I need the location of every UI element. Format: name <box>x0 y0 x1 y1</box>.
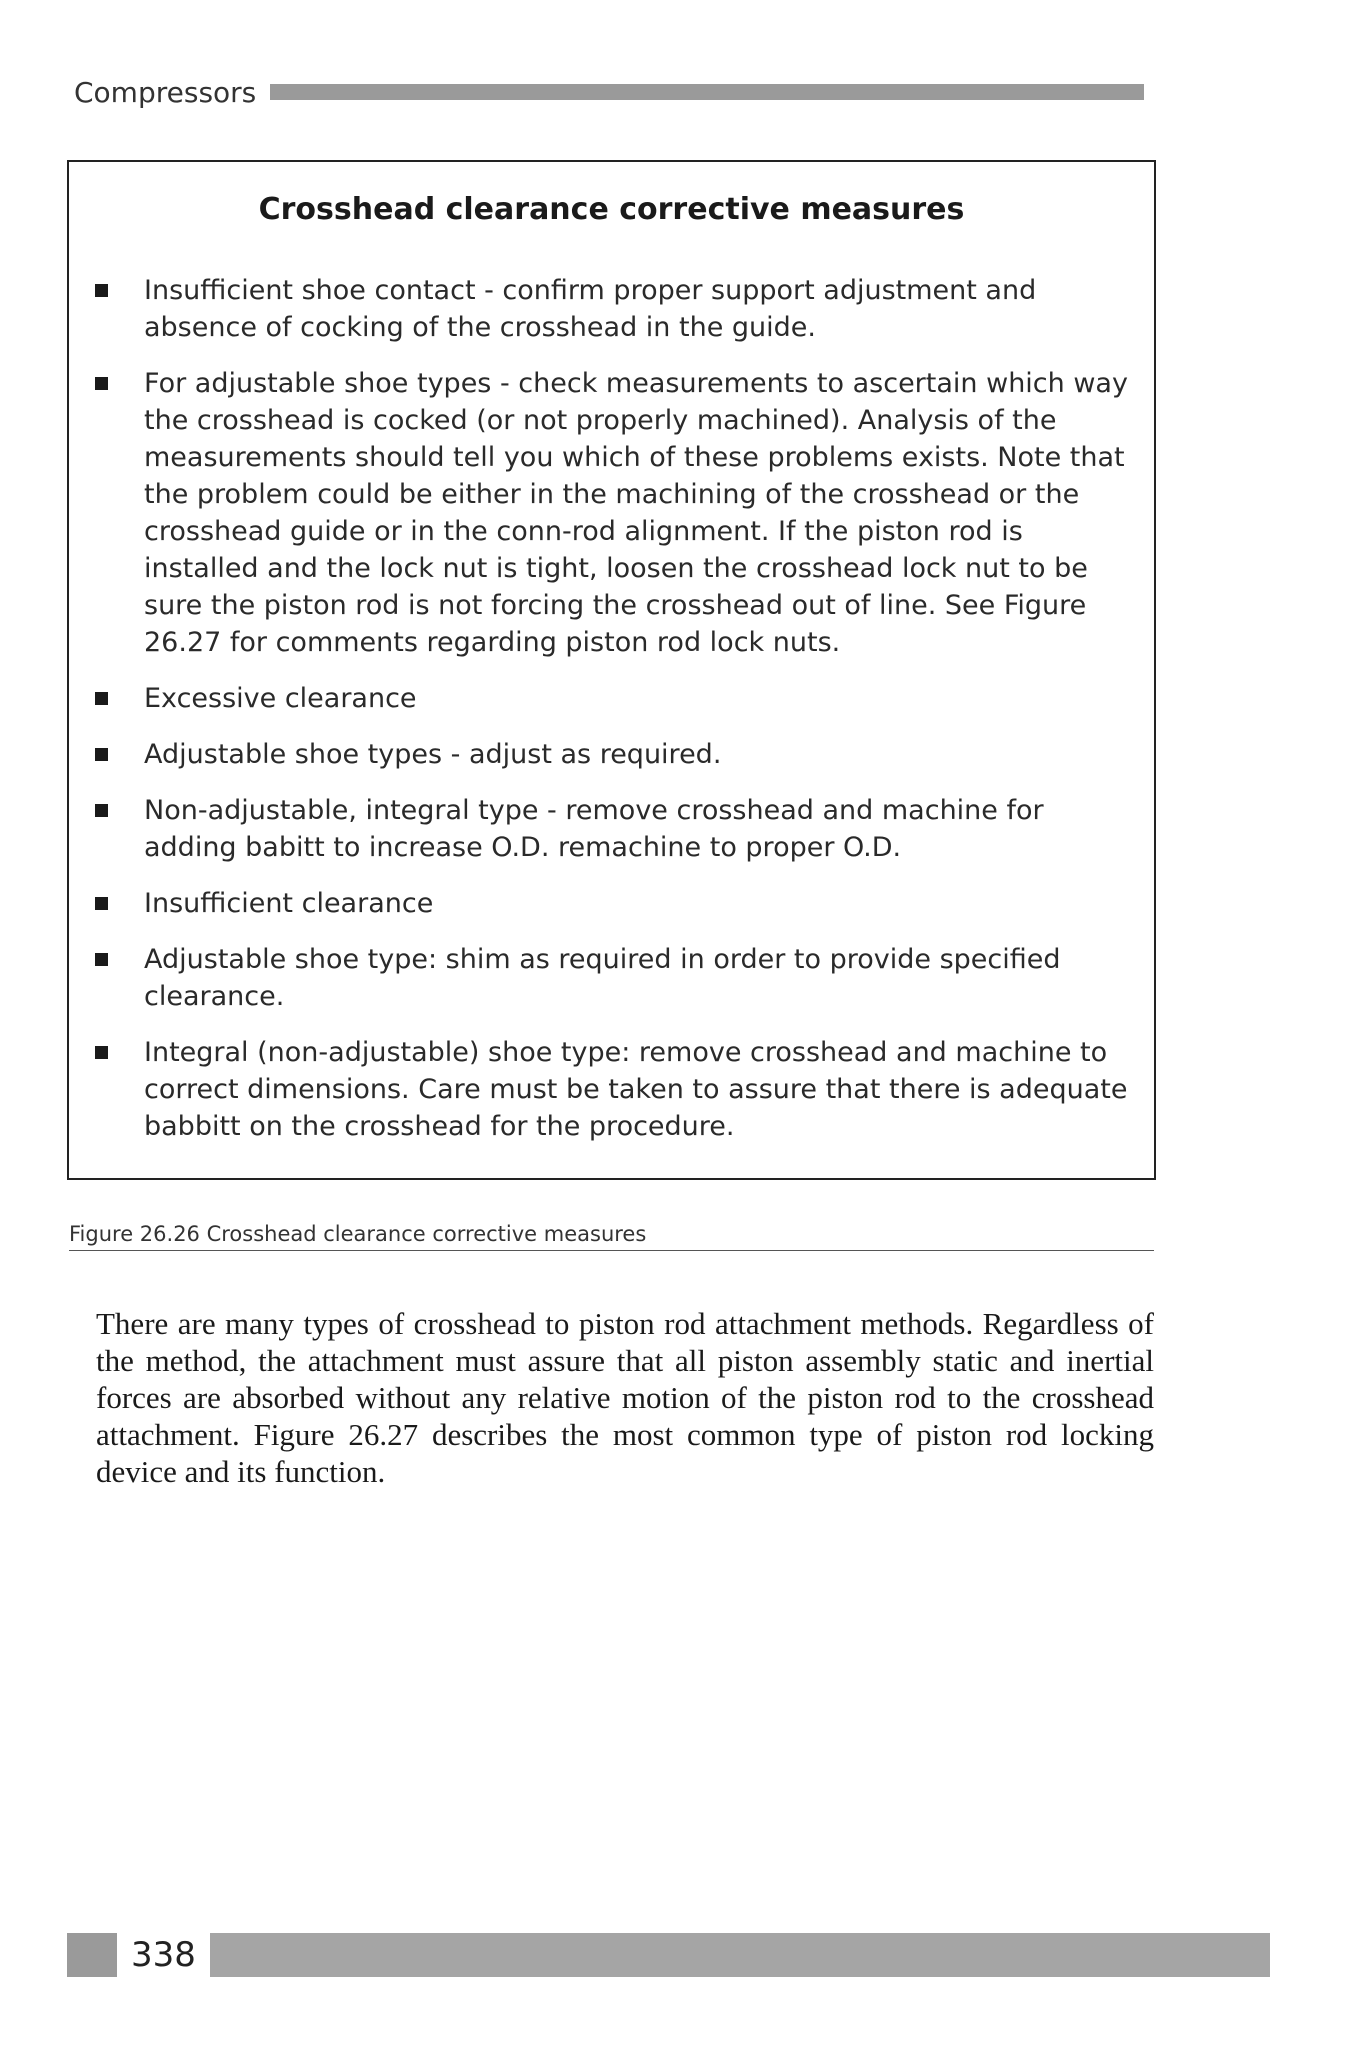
square-bullet-icon <box>95 897 108 910</box>
square-bullet-icon <box>95 284 108 297</box>
square-bullet-icon <box>95 804 108 817</box>
square-bullet-icon <box>95 377 108 390</box>
list-item-text: Non-adjustable, integral type - remove crosshead and machine for adding babitt to increase O.D. remachine to proper O.D. <box>144 795 1044 863</box>
page-footer <box>67 1933 1270 1977</box>
square-bullet-icon <box>95 692 108 705</box>
list-item-text: Adjustable shoe types - adjust as required. <box>144 739 722 770</box>
list-item-text: Adjustable shoe type: shim as required in order to provide specified clearance. <box>144 944 1061 1012</box>
list-item <box>69 272 1149 346</box>
bullet-list <box>69 272 1149 1164</box>
page-number: 338 <box>131 1935 196 1975</box>
footer-left-block <box>67 1933 117 1977</box>
list-item <box>69 365 1149 661</box>
list-item-text: Insufficient clearance <box>144 888 434 919</box>
square-bullet-icon <box>95 953 108 966</box>
square-bullet-icon <box>95 1046 108 1059</box>
list-item <box>69 792 1149 866</box>
list-item <box>69 680 1149 717</box>
list-item-text: Integral (non-adjustable) shoe type: remove crosshead and machine to correct dimensions. Care must be taken to assure that there is adequate babbitt on the crosshead for the procedure. <box>144 1037 1128 1142</box>
running-header-rule <box>270 84 1144 100</box>
running-header-title: Compressors <box>74 75 257 109</box>
footer-rule <box>210 1933 1270 1977</box>
body-paragraph: There are many types of crosshead to piston rod attachment methods. Regardless of the method, the attachment must assure that all piston assembly static and inertial forces are absorbed without any relative motion of the piston rod to the crosshead attachment. Figure 26.27 describes the most common type of piston rod locking device and its function. <box>96 1306 1154 1489</box>
list-item-text: Insufficient shoe contact - confirm proper support adjustment and absence of cocking of the crosshead in the guide. <box>144 275 1037 343</box>
list-item <box>69 736 1149 773</box>
list-item <box>69 941 1149 1015</box>
square-bullet-icon <box>95 748 108 761</box>
figure-caption: Figure 26.26 Crosshead clearance corrective measures <box>69 1222 1154 1251</box>
figure-box-title: Crosshead clearance corrective measures <box>258 192 965 227</box>
list-item <box>69 885 1149 922</box>
figure-box <box>67 160 1156 1180</box>
list-item-text: For adjustable shoe types - check measurements to ascertain which way the crosshead is cocked (or not properly machined). Analysis of the measurements should tell you which of these problems exists. Note that the problem could be either in the machining of the crosshead or the crosshead guide or in the conn-rod alignment. If the piston rod is installed and the lock nut is tight, loosen the crosshead lock nut to be sure the piston rod is not forcing the crosshead out of line. See Figure 26.27 for comments regarding piston rod lock nuts. <box>144 368 1128 658</box>
list-item <box>69 1034 1149 1145</box>
list-item-text: Excessive clearance <box>144 683 417 714</box>
running-header <box>74 72 1144 112</box>
